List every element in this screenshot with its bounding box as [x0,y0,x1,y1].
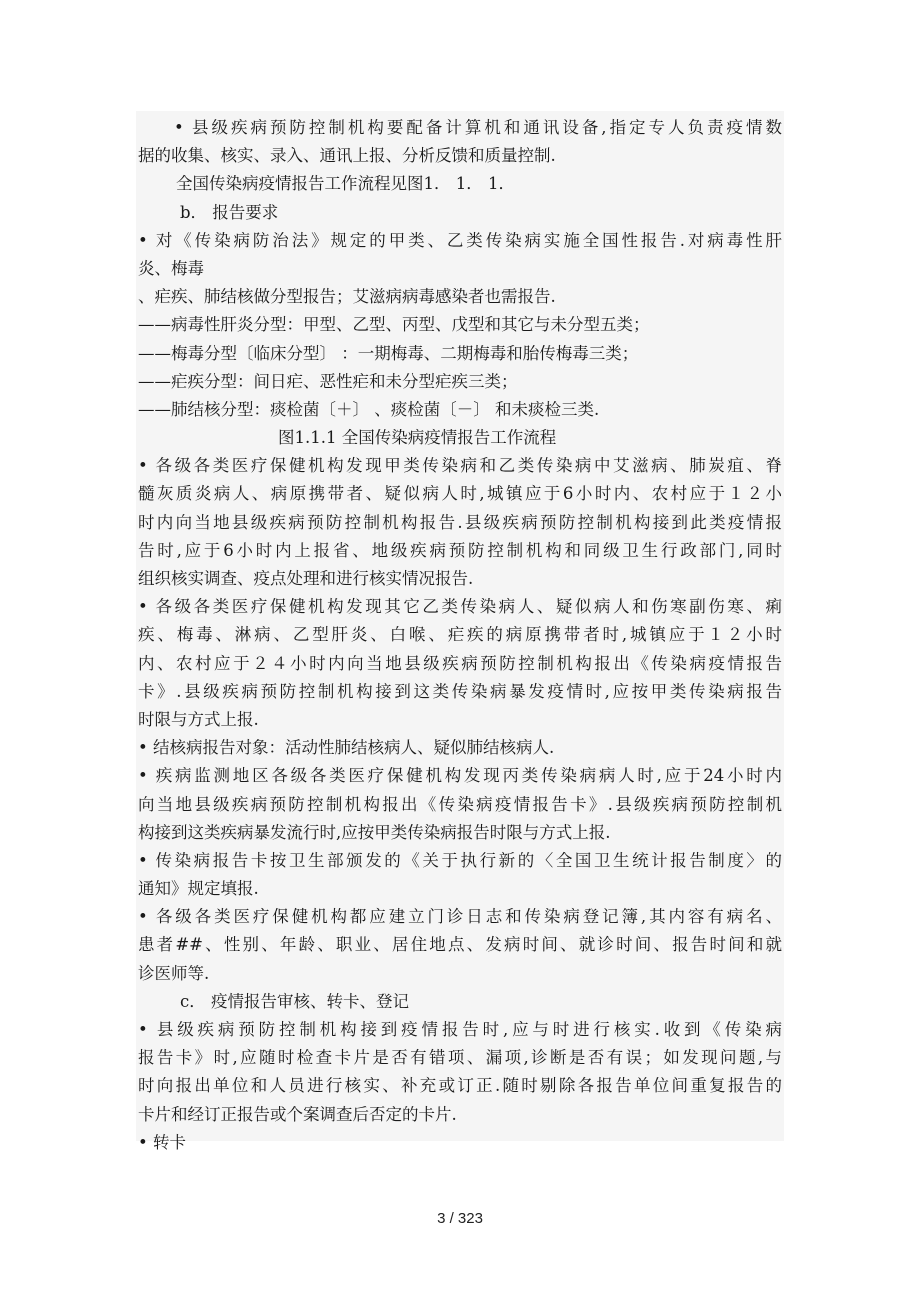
text-line: • 转卡 [138,1132,186,1152]
text-line: ——病毒性肝炎分型：甲型、乙型、丙型、戊型和其它与未分型五类； [138,315,650,335]
text-line: • 结核病报告对象：活动性肺结核病人、疑似肺结核病人. [138,738,555,758]
page-number: 3 / 323 [437,1210,483,1227]
text-line: ——疟疾分型：间日疟、恶性疟和未分型疟疾三类； [138,371,518,391]
figure-caption: 图1.1.1 全国传染病疫情报告工作流程 [278,428,557,448]
text-line: 据的收集、核实、录入、通讯上报、分析反馈和质量控制. [138,146,556,166]
text-line: 通知》规定填报. [138,879,259,899]
document-body [136,111,784,1152]
text-line: 时限与方式上报. [138,709,259,729]
text-line: 时向报出单位和人员进行核实、补充或订正.随时剔除各报告单位间重复报告的 [138,1076,782,1096]
text-line: 髓灰质炎病人、病原携带者、疑似病人时,城镇应于6小时内、农村应于１２小 [138,484,782,504]
text-line: 患者##、性别、年龄、职业、居住地点、发病时间、就诊时间、报告时间和就 [138,935,782,955]
section-heading: c． 疫情报告审核、转卡、登记 [180,991,409,1011]
text-line: 卡片和经订正报告或个案调查后否定的卡片. [138,1104,457,1124]
text-line: 向当地县级疾病预防控制机构报出《传染病疫情报告卡》.县级疾病预防控制机 [138,794,782,814]
text-line: • 对《传染病防治法》规定的甲类、乙类传染病实施全国性报告.对病毒性肝 [138,230,782,250]
text-line: • 传染病报告卡按卫生部颁发的《关于执行新的〈全国卫生统计报告制度〉的 [138,850,782,870]
text-line: 炎、梅毒 [138,258,204,278]
text-line: 卡》.县级疾病预防控制机构接到这类传染病暴发疫情时,应按甲类传染病报告 [138,681,782,701]
text-line: 疾、梅毒、淋病、乙型肝炎、白喉、疟疾的病原携带者时,城镇应于１２小时 [138,625,782,645]
text-line: 内、农村应于２４小时内向当地县级疾病预防控制机构报出《传染病疫情报告 [138,653,782,673]
text-line: • 各级各类医疗保健机构发现其它乙类传染病人、疑似病人和伤寒副伤寒、痢 [138,597,782,617]
text-line: 、疟疾、肺结核做分型报告；艾滋病病毒感染者也需报告. [138,287,556,307]
text-line: 组织核实调查、疫点处理和进行核实情况报告. [138,569,474,588]
text-line: 告时,应于6小时内上报省、地级疾病预防控制机构和同级卫生行政部门,同时 [138,540,782,560]
text-line: 时内向当地县级疾病预防控制机构报告.县级疾病预防控制机构接到此类疫情报 [138,512,782,532]
text-line: 诊医师等. [138,963,210,983]
text-line: ——肺结核分型：痰检菌〔＋〕 、痰检菌〔－〕 和未痰检三类. [138,399,600,419]
text-line: • 各级各类医疗保健机构发现甲类传染病和乙类传染病中艾滋病、肺炭疽、脊 [138,456,782,476]
text-line: ——梅毒分型〔临床分型〕 ：一期梅毒、二期梅毒和胎传梅毒三类； [138,343,639,363]
text-line: • 县级疾病预防控制机构要配备计算机和通讯设备,指定专人负责疫情数 [174,118,782,137]
text-line: 构接到这类疾病暴发流行时,应按甲类传染病报告时限与方式上报. [138,822,611,842]
text-line: 全国传染病疫情报告工作流程见图1． 1． 1． [176,174,515,194]
text-line: 报告卡》时,应随时检查卡片是否有错项、漏项,诊断是否有误；如发现问题,与 [138,1048,782,1068]
text-line: • 疾病监测地区各级各类医疗保健机构发现丙类传染病病人时,应于24小时内 [138,766,782,786]
text-line: • 县级疾病预防控制机构接到疫情报告时,应与时进行核实.收到《传染病 [138,1020,782,1039]
text-line: • 各级各类医疗保健机构都应建立门诊日志和传染病登记簿,其内容有病名、 [138,907,782,927]
section-heading: b． 报告要求 [180,202,279,222]
